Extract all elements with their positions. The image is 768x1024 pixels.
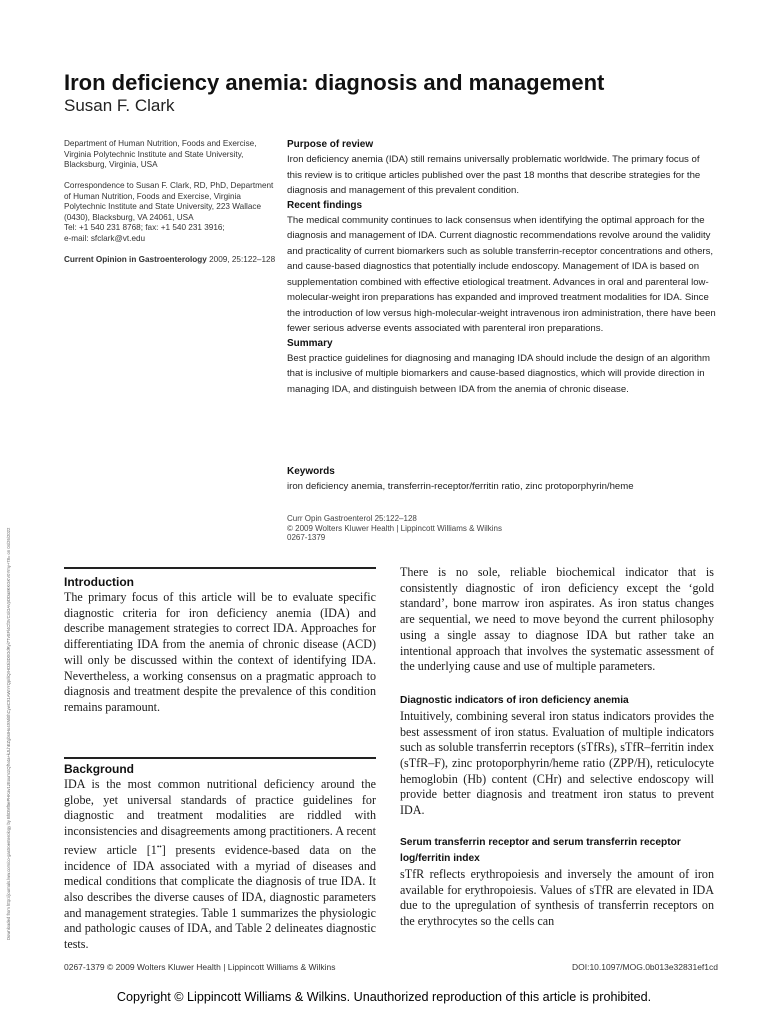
keywords-heading: Keywords (287, 466, 335, 477)
reference-mark: •• (156, 842, 162, 851)
background-heading: Background (64, 762, 135, 776)
footer-doi[interactable]: DOI:10.1097/MOG.0b013e32831ef1cd (571, 962, 718, 972)
left-column-intro (64, 574, 376, 716)
citation-block (287, 514, 587, 543)
download-watermark: Downloaded from http://journals.lww.com/co-gastroenterology by BhDMf5ePHKav1zEoum1tQfN4a+kJLhEZgbsIHo4XMi0hCywCX1AWnYQp/IlQrHD3i3D0OdRyi7TvSFl4Cf3VC4/OAVpDDa8KKGKV0Ymy+78= on 04/26/2022 (6, 527, 11, 940)
background-rule (64, 757, 376, 759)
right-column (400, 565, 714, 930)
article-title: Iron deficiency anemia: diagnosis and management (64, 70, 605, 95)
summary-heading: Summary (287, 337, 333, 349)
footer-issn: 0267-1379 © 2009 Wolters Kluwer Health | Lippincott Williams & Wilkins (64, 962, 336, 972)
purpose-heading: Purpose of review (287, 139, 374, 150)
journal-details: 2009, 25:122–128 (206, 255, 276, 264)
intro-rule (64, 567, 376, 569)
right-para-intro: There is no sole, reliable biochemical indicator that is consistently diagnostic of iron deficiency except the ‘gold standard’, bone marrow iron aspirates. As iron status changes are sequential, we need to move beyond the current philosophy using a single assay to diagnose IDA but rather take an intentional approach that involves the systematic assessment of the underlying cause and use of multiple parameters. (400, 565, 714, 674)
background-text-b: ] presents evidence-based data on the incidence of IDA associated with a myriad of diseases and medical conditions that complicate the diagnosis of true IDA. It also describes the diverse causes of IDA, diagnostic parameters and management strategies. Table 1 summarizes the physiologic and pathologic causes of IDA, and Table 2 delineates diagnostic tests. (64, 842, 376, 952)
citation-issn: 0267-1379 (287, 533, 326, 542)
serum-transferrin-heading: Serum transferrin receptor and serum transferrin receptor log/ferritin index (400, 836, 681, 864)
abstract (287, 138, 717, 397)
citation-line: Curr Opin Gastroenterol 25:122–128 (287, 514, 417, 523)
correspondence-block (64, 181, 276, 245)
affiliation-block (64, 139, 276, 171)
introduction-text: The primary focus of this article will be to evaluate specific diagnostic criteria for iron deficiency anemia (IDA) and describe management strategies to correct IDA. Approaches for differentiating IDA from the anemia of chronic disease (ACD) will only be discussed within the context of identifying IDA. Nevertheless, a working consensus on a pragmatic approach to diagnosis and treatment despite the prevalence of this condition remains paramount. (64, 590, 376, 714)
journal-reference (64, 255, 276, 266)
background-text (64, 777, 376, 953)
background-text-a: IDA is the most common nutritional deficiency around the globe, yet universal standards of practice guidelines for diagnostic and treatment modalities are riddled with inconsistencies and disagreements among practitioners. A recent review article [1 (64, 777, 376, 857)
serum-transferrin-text: sTfR reflects erythropoiesis and inversely the amount of iron available for erythropoiesis. Values of sTfR are elevated in IDA due to the upregulation of synthesis of transferrin receptors on the erythrocytes so the cells can (400, 866, 714, 928)
keywords-text: iron deficiency anemia, transferrin-receptor/ferritin ratio, zinc protoporphyrin/heme (287, 481, 634, 492)
journal-name: Current Opinion in Gastroenterology (64, 255, 207, 264)
introduction-heading: Introduction (64, 575, 134, 589)
affiliation-text: Department of Human Nutrition, Foods and Exercise, Virginia Polytechnic Institute and State University, Blacksburg, Virginia, USA (64, 139, 257, 170)
page-footer (64, 962, 718, 974)
keywords-block (287, 465, 717, 494)
citation-copyright: © 2009 Wolters Kluwer Health | Lippincott Williams & Wilkins (287, 523, 503, 533)
author-name: Susan F. Clark (64, 96, 175, 115)
left-column-background (64, 761, 376, 953)
contact-email[interactable]: e-mail: sfclark@vt.edu (64, 233, 146, 243)
contact-phone: Tel: +1 540 231 8768; fax: +1 540 231 3916; (64, 223, 225, 233)
findings-heading: Recent findings (287, 199, 363, 211)
diagnostic-indicators-text: Intuitively, combining several iron status indicators provides the best assessment of iron status. Evaluation of multiple indicators such as soluble transferrin receptors (sTfRs), sTfR–ferritin index (sTfR–F), zinc protoporphyrin/heme ratio (ZPP/H), reticulocyte hemoglobin (Hb) content (CHr) and selective endoscopy will provide better diagnosis and treatment iron status to prevent IDA. (400, 708, 714, 818)
diagnostic-indicators-heading: Diagnostic indicators of iron deficiency anemia (400, 694, 629, 706)
findings-text: The medical community continues to lack consensus when identifying the optimal approach for the diagnosis and management of IDA. Current diagnostic recommendations revolve around the validity and practicality of current biomarkers such as soluble transferrin-receptor concentrations and others, and cause-based diagnostics that potentially include endoscopy. Management of IDA is based on supplementation combined with effective etiological treatment. Advances in oral and parenteral low-molecular-weight iron preparations has expanded and improved treatment modalities for IDA. Since the introduction of low versus high-molecular-weight intravenous iron administration, there have been fewer serious adverse events associated with parenteral iron preparations. (287, 214, 716, 334)
copyright-notice: Copyright © Lippincott Williams & Wilkins. Unauthorized reproduction of this article is prohibited. (116, 990, 652, 1004)
summary-text: Best practice guidelines for diagnosing and managing IDA should include the design of an algorithm that is inclusive of multiple biomarkers and cause-based diagnostics, which will provide direction in managing IDA, and distinguish between IDA from the anemia of chronic disease. (287, 352, 710, 395)
purpose-text: Iron deficiency anemia (IDA) still remains universally problematic worldwide. The primary focus of this review is to critique articles published over the past 18 months that describe strategies for the diagnosis and management of this prevalent condition. (287, 154, 701, 196)
correspondence-text: Correspondence to Susan F. Clark, RD, PhD, Department of Human Nutrition, Foods and Exercise, Virginia Polytechnic Institute and State University, 223 Wallace (0430), Blacksburg, VA 24061, USA (64, 181, 274, 222)
